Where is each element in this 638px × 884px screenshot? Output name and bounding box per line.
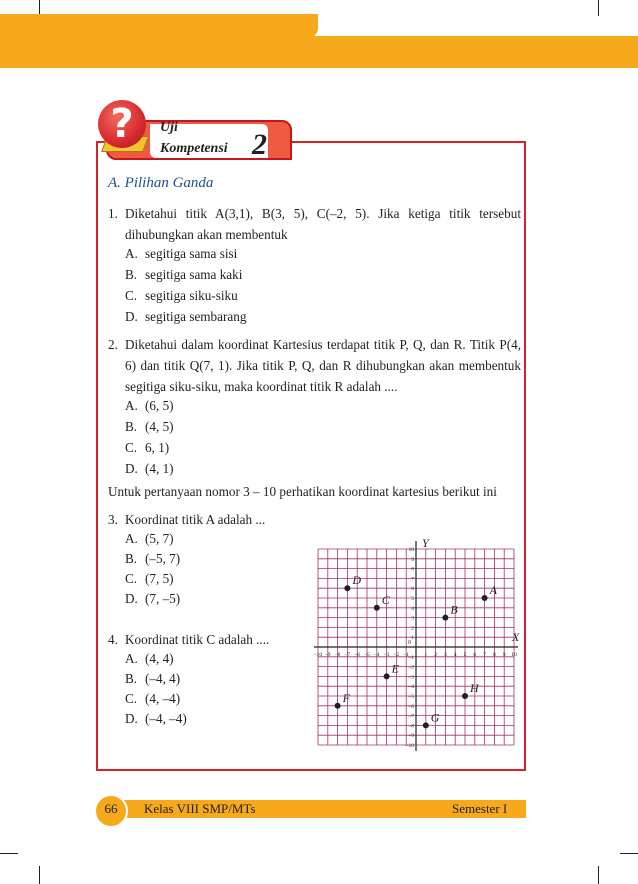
option-text: (4, 5) xyxy=(145,419,174,434)
point-d xyxy=(344,585,350,591)
crop-mark xyxy=(39,866,40,884)
x-tick-label: 1 xyxy=(424,652,428,658)
x-tick-label: –3 xyxy=(383,652,390,658)
y-tick-label: –5 xyxy=(408,694,414,700)
y-tick-label: –3 xyxy=(408,674,414,681)
point-e xyxy=(384,673,390,679)
y-axis-label: Y xyxy=(422,536,429,550)
x-tick-label: –8 xyxy=(334,652,341,658)
option-text: (5, 7) xyxy=(145,531,174,546)
x-tick-label: 9 xyxy=(502,652,506,658)
point-label-g: G xyxy=(430,710,440,725)
option-text: segitiga sama sisi xyxy=(145,246,238,261)
option-label: C. xyxy=(125,691,138,706)
option-label: D. xyxy=(125,309,138,324)
option-text: (7, –5) xyxy=(145,591,181,606)
option xyxy=(125,651,174,667)
x-tick-label: –2 xyxy=(393,652,400,658)
option-label: B. xyxy=(125,267,138,282)
option-text: (–5, 7) xyxy=(145,551,181,566)
point-b xyxy=(442,615,448,621)
point-f xyxy=(335,703,341,709)
crop-mark xyxy=(598,866,599,884)
option xyxy=(125,461,174,477)
badge-title-line1: Uji xyxy=(160,120,178,135)
y-tick-label: –6 xyxy=(408,703,414,710)
instruction-text: Untuk pertanyaan nomor 3 – 10 perhatikan koordinat kartesius berikut ini xyxy=(108,484,497,499)
option-text: (4, 4) xyxy=(145,651,174,666)
y-tick-label: –8 xyxy=(408,723,414,730)
point-label-f: F xyxy=(342,690,350,705)
x-tick-label: 8 xyxy=(493,652,496,658)
question-text: Koordinat titik C adalah .... xyxy=(125,632,270,647)
option-label: C. xyxy=(125,288,138,303)
y-tick-label: 6 xyxy=(411,586,414,593)
badge-title-line2: Kompetensi xyxy=(160,141,228,156)
y-tick-label: 4 xyxy=(411,605,414,612)
option-text: (4, 1) xyxy=(145,461,174,476)
option xyxy=(125,531,174,547)
option xyxy=(125,571,174,587)
option xyxy=(125,419,174,435)
option xyxy=(125,551,180,567)
y-tick-label: 7 xyxy=(411,576,414,583)
question-mark-icon: ? xyxy=(110,101,134,147)
question-text: Diketahui dalam koordinat Kartesius terdapat titik P, Q, dan R. Titik P(4, 6) dan titik Q(7, 1). Jika titik P, Q, dan R dihubungkan akan membentuk segitiga siku-siku, maka koordinat titik R adalah .... xyxy=(125,337,521,394)
y-tick-label: –4 xyxy=(408,684,414,691)
y-tick-label: –9 xyxy=(408,733,414,740)
y-tick-label: 8 xyxy=(411,566,414,573)
point-g xyxy=(423,722,429,728)
page-number: 66 xyxy=(104,801,118,816)
option xyxy=(125,691,180,707)
x-tick-label: 5 xyxy=(463,652,467,658)
option-label: A. xyxy=(125,246,138,261)
x-tick-label: –10 xyxy=(313,652,323,658)
badge-number: 2 xyxy=(252,128,267,161)
option-text: segitiga sembarang xyxy=(145,309,247,324)
option xyxy=(125,309,246,325)
option-text: segitiga siku-siku xyxy=(145,288,238,303)
question-number: 2. xyxy=(108,337,118,352)
y-tick-label: –7 xyxy=(408,713,414,720)
option-label: A. xyxy=(125,651,138,666)
y-tick-label: 1 xyxy=(411,635,414,642)
footer-semester: Semester I xyxy=(452,801,508,816)
point-a xyxy=(482,595,488,601)
option xyxy=(125,591,180,607)
x-tick-label: 3 xyxy=(444,652,447,658)
question-number: 3. xyxy=(108,512,118,527)
option-label: C. xyxy=(125,440,138,455)
option-label: C. xyxy=(125,571,138,586)
footer-book-title: Kelas VIII SMP/MTs xyxy=(144,801,256,816)
point-label-a: A xyxy=(489,583,497,597)
y-tick-label: 3 xyxy=(411,615,414,622)
point-label-b: B xyxy=(450,602,458,617)
y-tick-label: –2 xyxy=(408,664,414,671)
x-tick-label: –7 xyxy=(344,652,351,658)
x-tick-label: –9 xyxy=(325,652,331,658)
point-h xyxy=(462,693,468,699)
x-axis-label: X xyxy=(512,630,520,644)
option xyxy=(125,288,238,304)
option-label: A. xyxy=(125,398,138,413)
section-title: A. Pilihan Ganda xyxy=(108,175,214,191)
option-text: (–4, –4) xyxy=(145,711,187,726)
point-label-h: H xyxy=(470,681,479,695)
crop-mark xyxy=(620,853,638,854)
x-tick-label: –4 xyxy=(374,652,380,658)
x-tick-label: 10 xyxy=(511,652,517,658)
y-tick-label: –1 xyxy=(408,654,414,661)
x-tick-label: –1 xyxy=(403,652,409,658)
cartesian-chart xyxy=(296,535,520,763)
point-label-e: E xyxy=(391,661,399,676)
option-label: B. xyxy=(125,671,138,686)
option-label: B. xyxy=(125,551,138,566)
question-number: 1. xyxy=(108,206,118,221)
x-tick-label: 7 xyxy=(483,652,486,658)
y-tick-label: –10 xyxy=(405,743,414,749)
option xyxy=(125,440,169,456)
point-label-c: C xyxy=(381,592,390,607)
chart-ticks xyxy=(313,547,517,749)
option-text: (4, –4) xyxy=(145,691,181,706)
option-text: segitiga sama kaki xyxy=(145,267,243,282)
option xyxy=(125,398,174,414)
option xyxy=(125,267,242,283)
point-label-d: D xyxy=(352,573,362,588)
crop-mark xyxy=(0,853,18,854)
option xyxy=(125,671,180,687)
option-label: D. xyxy=(125,591,138,606)
x-tick-label: 6 xyxy=(473,652,477,658)
option-text: (–4, 4) xyxy=(145,671,181,686)
question-number: 4. xyxy=(108,632,118,647)
option-label: D. xyxy=(125,461,138,476)
option-label: D. xyxy=(125,711,138,726)
option-text: (7, 5) xyxy=(145,571,174,586)
y-tick-label: 2 xyxy=(411,625,414,632)
y-tick-label: 5 xyxy=(411,596,414,602)
x-tick-label: –5 xyxy=(364,652,370,658)
option-label: A. xyxy=(125,531,138,546)
y-tick-label: 9 xyxy=(411,556,414,563)
option-text: (6, 5) xyxy=(145,398,174,413)
x-tick-label: –6 xyxy=(354,652,360,658)
point-c xyxy=(374,605,380,611)
x-tick-label: 2 xyxy=(434,652,437,658)
y-tick-label: 10 xyxy=(408,547,414,553)
top-band-tab xyxy=(0,14,318,38)
question-text: Diketahui titik A(3,1), B(3, 5), C(–2, 5). Jika ketiga titik tersebut dihubungkan akan membentuk xyxy=(125,206,521,242)
option-text: 6, 1) xyxy=(145,440,170,455)
question-text: Koordinat titik A adalah ... xyxy=(125,512,266,527)
option xyxy=(125,246,237,262)
x-tick-label: 4 xyxy=(453,652,457,658)
option-label: B. xyxy=(125,419,138,434)
origin-label: 0 xyxy=(408,640,411,646)
option xyxy=(125,711,187,727)
